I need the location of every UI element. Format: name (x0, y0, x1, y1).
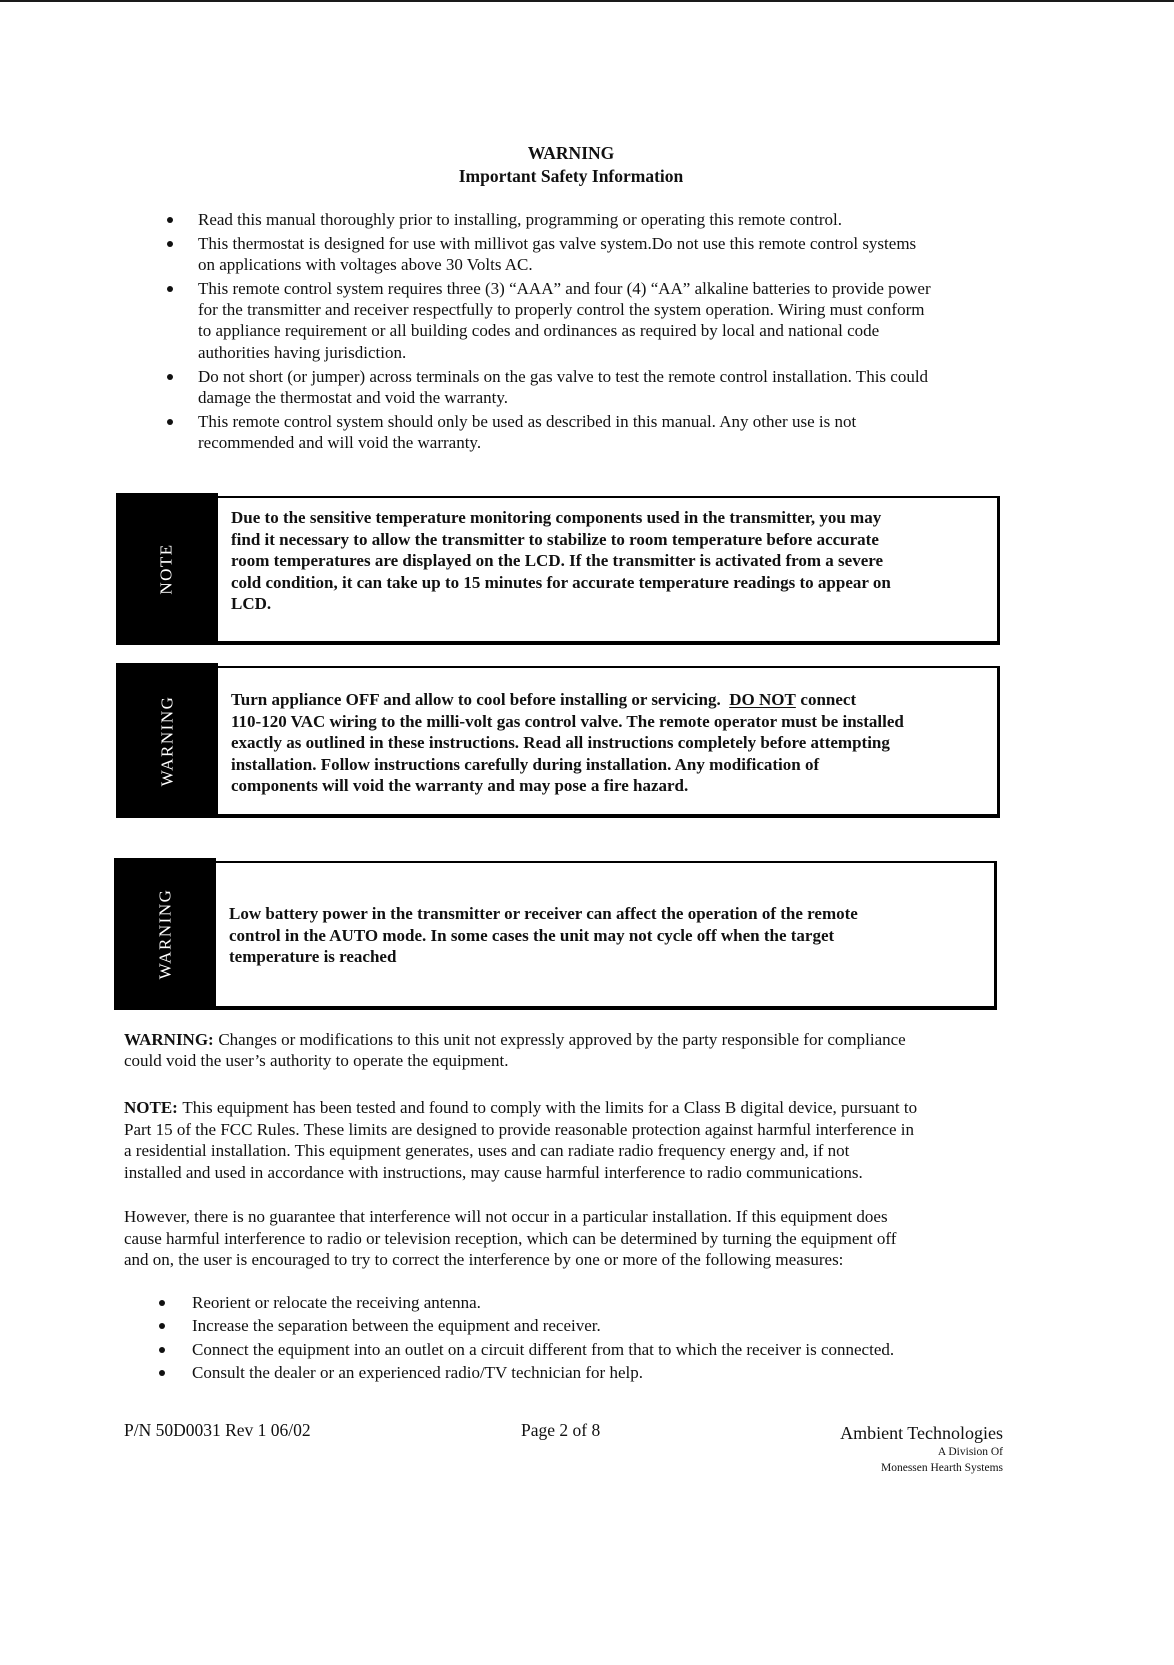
callout-text (231, 689, 904, 797)
callout-line: LCD. (231, 594, 272, 613)
callout-sidebar (114, 858, 216, 1010)
note-prefix: NOTE: (124, 1098, 178, 1117)
list-item (198, 366, 931, 409)
warning-prefix: WARNING: (124, 1030, 214, 1049)
list-item-line: Read this manual thoroughly prior to installing, programming or operating this remote control. (198, 210, 842, 229)
installation-warning-callout-box (116, 663, 1000, 818)
paragraph-line: installed and used in accordance with instructions, may cause harmful interference to radio communications. (124, 1163, 863, 1183)
list-item-line: This remote control system should only be used as described in this manual. Any other use is not (198, 411, 857, 431)
list-item-line: on applications with voltages above 30 Volts AC. (198, 255, 533, 275)
footer-division-label: A Division Of (937, 1446, 1003, 1458)
callout-line: temperature is reached (229, 947, 397, 966)
list-item (198, 233, 931, 276)
callout-text (231, 507, 891, 615)
heading-subtitle: Important Safety Information (458, 166, 684, 186)
callout-text (229, 903, 858, 968)
paragraph-line: Part 15 of the FCC Rules. These limits are designed to provide reasonable protection against harmful interference in (124, 1119, 914, 1139)
callout-label: WARNING (155, 888, 174, 980)
bullet-marker (167, 217, 173, 223)
fcc-note-paragraph (124, 1097, 917, 1184)
paragraph-line: a residential installation. This equipment generates, uses and can radiate radio frequency energy and, if not (124, 1141, 850, 1161)
paragraph-line: could void the user’s authority to operate the equipment. (124, 1051, 509, 1070)
list-item-line: Consult the dealer or an experienced radio/TV technician for help. (192, 1362, 643, 1382)
footer-page-number: Page 2 of 8 (521, 1420, 601, 1440)
scan-edge-line (0, 0, 1174, 2)
safety-information-list (198, 209, 931, 456)
callout-line-text: connect (800, 690, 857, 709)
list-item-line: Connect the equipment into an outlet on a circuit different from that to which the receiver is connected. (192, 1339, 895, 1359)
callout-line: room temperatures are displayed on the LCD. If the transmitter is activated from a severe (231, 551, 884, 570)
bullet-marker (167, 374, 173, 380)
list-item-line: damage the thermostat and void the warranty. (198, 387, 508, 407)
list-item-line: Increase the separation between the equipment and receiver. (192, 1316, 601, 1336)
list-item (192, 1314, 894, 1337)
footer-part-number: P/N 50D0031 Rev 1 06/02 (124, 1420, 311, 1440)
callout-sidebar (116, 663, 218, 818)
paragraph-line (124, 1097, 917, 1119)
callout-line: cold condition, it can take up to 15 minutes for accurate temperature readings to appear on (231, 572, 891, 592)
paragraph-line-text: This equipment has been tested and found to comply with the limits for a Class B digital device, pursuant to (182, 1098, 918, 1117)
list-item-line: authorities having jurisdiction. (198, 342, 407, 362)
bullet-marker (167, 419, 173, 425)
callout-line (231, 689, 904, 711)
bullet-marker (167, 241, 173, 247)
bullet-marker (167, 286, 173, 292)
page-heading (371, 142, 771, 188)
callout-label: WARNING (157, 695, 176, 786)
callout-line: control in the AUTO mode. In some cases the unit may not cycle off when the target (229, 925, 835, 945)
callout-label: NOTE (156, 543, 176, 595)
callout-line: installation. Follow instructions carefully during installation. Any modification of (231, 754, 820, 774)
note-callout-box (116, 493, 1000, 645)
heading-title: WARNING (527, 143, 615, 163)
footer-company-name: Ambient Technologies (840, 1423, 1003, 1443)
list-item (198, 411, 931, 454)
list-item-line: recommended and will void the warranty. (198, 432, 482, 452)
list-item (198, 209, 931, 230)
list-item-line: This thermostat is designed for use with millivot gas valve system.Do not use this remote control systems (198, 233, 917, 253)
callout-line: 110-120 VAC wiring to the milli-volt gas control valve. The remote operator must be installed (231, 711, 904, 731)
paragraph-line: cause harmful interference to radio or television reception, which can be determined by turning the equipment off (124, 1228, 897, 1248)
footer-parent-company: Monessen Hearth Systems (880, 1462, 1003, 1474)
callout-line: Due to the sensitive temperature monitoring components used in the transmitter, you may (231, 508, 882, 527)
paragraph-line (124, 1029, 906, 1050)
list-item-line: for the transmitter and receiver respectfully to properly control the system operation. Wiring must conform (198, 300, 925, 320)
list-item (192, 1338, 894, 1361)
paragraph-line: and on, the user is encouraged to try to correct the interference by one or more of the following measures: (124, 1250, 844, 1269)
list-item (192, 1291, 894, 1314)
bullet-marker (159, 1370, 165, 1376)
bullet-marker (159, 1347, 165, 1353)
underlined-emphasis: DO NOT (729, 690, 796, 709)
paragraph-line: However, there is no guarantee that interference will not occur in a particular installation. If this equipment does (124, 1207, 888, 1226)
list-item (192, 1361, 894, 1384)
callout-line: exactly as outlined in these instructions. Read all instructions completely before attempting (231, 733, 890, 752)
callout-line: find it necessary to allow the transmitter to stabilize to room temperature before accurate (231, 529, 879, 549)
callout-line-text: Turn appliance OFF and allow to cool before installing or servicing. (231, 690, 721, 709)
bullet-marker (159, 1300, 165, 1306)
interference-measures-list (192, 1291, 894, 1384)
list-item-line: Do not short (or jumper) across terminals on the gas valve to test the remote control installation. This could (198, 366, 929, 386)
list-item-line: This remote control system requires three (3) “AAA” and four (4) “AA” alkaline batteries to provide power (198, 278, 931, 298)
paragraph-line-text: Changes or modifications to this unit not expressly approved by the party responsible for compliance (218, 1030, 906, 1049)
list-item (198, 278, 931, 363)
interference-paragraph (124, 1206, 896, 1271)
fcc-warning-paragraph (124, 1029, 906, 1071)
list-item-line: Reorient or relocate the receiving antenna. (192, 1293, 481, 1312)
callout-line: Low battery power in the transmitter or receiver can affect the operation of the remote (229, 904, 858, 923)
footer-company-block (840, 1422, 1003, 1476)
battery-warning-callout-box (114, 858, 997, 1010)
bullet-marker (159, 1323, 165, 1329)
callout-sidebar (116, 493, 218, 645)
callout-line: components will void the warranty and may pose a fire hazard. (231, 776, 689, 795)
list-item-line: to appliance requirement or all building codes and ordinances as required by local and national code (198, 321, 880, 341)
